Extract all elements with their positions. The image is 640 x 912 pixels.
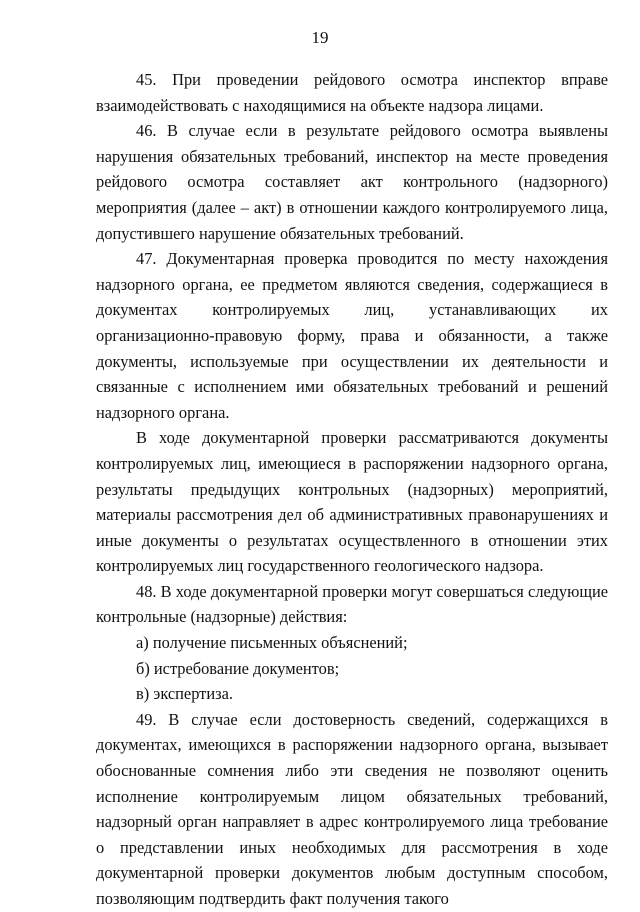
- paragraph-45: 45. При проведении рейдового осмотра инспектор вправе взаимодействовать с находящимися на объекте надзора лицами.: [96, 70, 608, 115]
- document-body: [96, 67, 608, 912]
- list-item-a: а) получение письменных объяснений;: [136, 633, 408, 653]
- page-number: 19: [311, 28, 329, 47]
- paragraph-47: 47. Документарная проверка проводится по месту нахождения надзорного органа, ее предметом являются сведения, содержащиеся в документах контролируемых лиц, устанавливающих их организационно-правовую форму, права и обязанности, а также документы, используемые при осуществлении их деятельности и связанные с исполнением ими обязательных требований и решений надзорного органа.: [96, 249, 608, 422]
- paragraph-47-continuation: В ходе документарной проверки рассматриваются документы контролируемых лиц, имеющиеся в распоряжении надзорного органа, результаты предыдущих контрольных (надзорных) мероприятий, материалы рассмотрения дел об административных правонарушениях и иные документы о результатах осуществленного в отношении этих контролируемых лиц государственного геологического надзора.: [96, 428, 608, 576]
- paragraph-49: 49. В случае если достоверность сведений, содержащихся в документах, имеющихся в распоряжении надзорного органа, вызывает обоснованные сомнения либо эти сведения не позволяют оценить исполнение контролируемым лицом обязательных требований, надзорный орган направляет в адрес контролируемого лица требование о представлении иных необходимых для рассмотрения в ходе документарной проверки документов любым доступным способом, позволяющим подтвердить факт получения такого: [96, 709, 608, 908]
- list-item-c: в) экспертиза.: [136, 684, 233, 704]
- paragraph-48: 48. В ходе документарной проверки могут совершаться следующие контрольные (надзорные) действия:: [96, 581, 608, 627]
- paragraph-46: 46. В случае если в результате рейдового осмотра выявлены нарушения обязательных требований, инспектор на месте проведения рейдового осмотра составляет акт контрольного (надзорного) мероприятия (далее – акт) в отношении каждого контролируемого лица, допустившего нарушение обязательных требований.: [96, 121, 608, 243]
- list-item-b: б) истребование документов;: [136, 658, 340, 678]
